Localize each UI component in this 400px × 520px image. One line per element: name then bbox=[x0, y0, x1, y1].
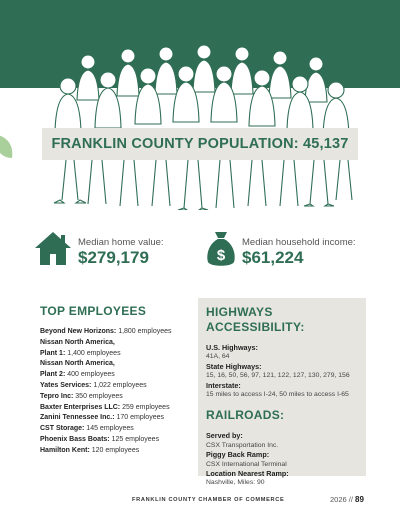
highways-heading bbox=[206, 305, 358, 335]
svg-text:$: $ bbox=[216, 247, 226, 264]
leaf-icon bbox=[0, 132, 16, 162]
median-income-stat bbox=[206, 228, 376, 272]
us-highways-value: 41A, 64 bbox=[206, 353, 230, 361]
footer-page bbox=[330, 495, 364, 504]
median-home-label: Median home value: bbox=[78, 237, 164, 248]
railroads-heading: RAILROADS: bbox=[206, 408, 285, 423]
employee-item: Phoenix Bass Boats: 125 employees bbox=[40, 435, 160, 443]
employee-item: Nissan North America, bbox=[40, 360, 115, 368]
median-home-stat bbox=[34, 228, 204, 272]
top-employees-section bbox=[40, 304, 198, 457]
employee-item: Plant 2: 400 employees bbox=[40, 371, 115, 379]
median-income-label: Median household income: bbox=[242, 237, 356, 248]
population-title: FRANKLIN COUNTY POPULATION: 45,137 bbox=[51, 136, 349, 152]
median-income-value: $61,224 bbox=[242, 248, 304, 267]
highways-heading-line2: ACCESSIBILITY: bbox=[206, 320, 305, 334]
served-by-value: CSX Transportation Inc. bbox=[206, 441, 279, 449]
page-number: 89 bbox=[355, 495, 364, 504]
employee-item: Beyond New Horizons: 1,800 employees bbox=[40, 328, 172, 335]
employee-item: Zanini Tennessee Inc.: 170 employees bbox=[40, 414, 164, 422]
employee-item: Plant 1: 1,400 employees bbox=[40, 349, 121, 357]
state-highways-label: State Highways: bbox=[206, 361, 262, 371]
piggy-back-value: CSX International Terminal bbox=[206, 460, 287, 468]
page-footer bbox=[0, 496, 400, 510]
employee-item: Baxter Enterprises LLC: 259 employees bbox=[40, 403, 170, 411]
state-highways-value: 15, 16, 50, 56, 97, 121, 122, 127, 130, 279, 156 bbox=[206, 372, 350, 380]
interstate-value: 15 miles to access I-24, 50 miles to access I-65 bbox=[206, 391, 349, 399]
highways-heading-line1: HIGHWAYS bbox=[206, 305, 273, 319]
top-employees-heading: TOP EMPLOYEES bbox=[40, 304, 147, 318]
us-highways-label: U.S. Highways: bbox=[206, 343, 258, 352]
served-by-label: Served by: bbox=[206, 431, 243, 441]
employee-item: CST Storage: 145 employees bbox=[40, 425, 134, 433]
population-banner bbox=[42, 128, 358, 160]
interstate-label: Interstate: bbox=[206, 380, 241, 390]
footer-org: FRANKLIN COUNTY CHAMBER OF COMMERCE bbox=[132, 497, 285, 503]
access-panel bbox=[198, 298, 366, 487]
footer-year: 2026 // bbox=[330, 495, 353, 504]
employee-list bbox=[40, 327, 198, 457]
nearest-ramp-label: Location Nearest Ramp: bbox=[206, 469, 289, 479]
house-icon bbox=[34, 230, 72, 266]
employee-item: Nissan North America, bbox=[40, 338, 115, 346]
crowd-illustration bbox=[44, 40, 360, 210]
piggy-back-label: Piggy Back Ramp: bbox=[206, 450, 270, 460]
money-bag-icon bbox=[206, 230, 236, 268]
median-home-value: $279,179 bbox=[78, 248, 149, 267]
employee-item: Yates Services: 1,022 employees bbox=[40, 381, 147, 389]
employee-item: Hamilton Kent: 120 employees bbox=[40, 446, 140, 454]
employee-item: Tepro Inc: 350 employees bbox=[40, 392, 123, 400]
nearest-ramp-value: Nashville, Miles: 90 bbox=[206, 479, 265, 487]
